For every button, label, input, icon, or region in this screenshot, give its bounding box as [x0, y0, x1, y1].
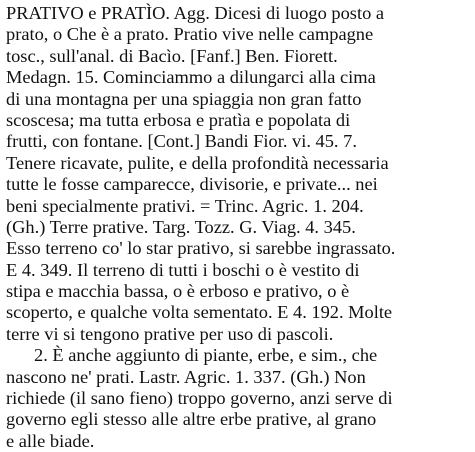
entry-line: nascono ne' prati. Lastr. Agric. 1. 337. (Gh.) Non [6, 366, 366, 387]
entry-line: richiede (il sano fieno) troppo governo, anzi serve di [6, 388, 393, 409]
entry-line: tosc., sull'anal. di Bacìo. [Fanf.] Ben. Fiorett. [6, 45, 338, 66]
entry-line: PRATIVO e PRATÌO. Agg. Dicesi di luogo posto a [6, 3, 385, 23]
entry-line: governo egli stesso alle altre erbe prative, al grano [6, 409, 377, 430]
entry-line: (Gh.) Terre prative. Targ. Tozz. G. Viag. 4. 345. [6, 216, 356, 237]
entry-line: Tenere ricavate, pulite, e della profondità necessaria [6, 152, 389, 173]
entry-line: terre vi si tengono prative per uso di pascoli. [6, 323, 334, 344]
entry-line: scoperto, e qualche volta sementato. E 4. 192. Molte [6, 302, 393, 323]
entry-line: di una montagna per una spiaggia non gran fatto [6, 88, 362, 109]
entry-line: e alle biade. [6, 430, 95, 451]
entry-line: Esso terreno co' lo star prativo, si sarebbe ingrassato. [6, 238, 396, 259]
entry-line: beni specialmente prativi. = Trinc. Agric. 1. 204. [6, 195, 364, 216]
entry-line: Medagn. 15. Cominciammo a dilungarci alla cima [6, 67, 376, 88]
entry-line: scoscesa; ma tutta erbosa e pratìa e popolata di [6, 109, 351, 130]
entry-line: E 4. 349. Il terreno di tutti i boschi o è vestito di [6, 259, 360, 280]
entry-line: stipa e macchia bassa, o è erboso e prativo, o è [6, 281, 350, 302]
entry-line: 2. È anche aggiunto di piante, erbe, e sim., che [34, 345, 378, 366]
entry-line: tutte le fosse camparecce, divisorie, e private... nei [6, 174, 378, 195]
entry-line: frutti, con fontane. [Cont.] Bandi Fior. vi. 45. 7. [6, 131, 357, 152]
entry-line: prato, o Che è a prato. Pratio vive nelle campagne [6, 24, 374, 45]
